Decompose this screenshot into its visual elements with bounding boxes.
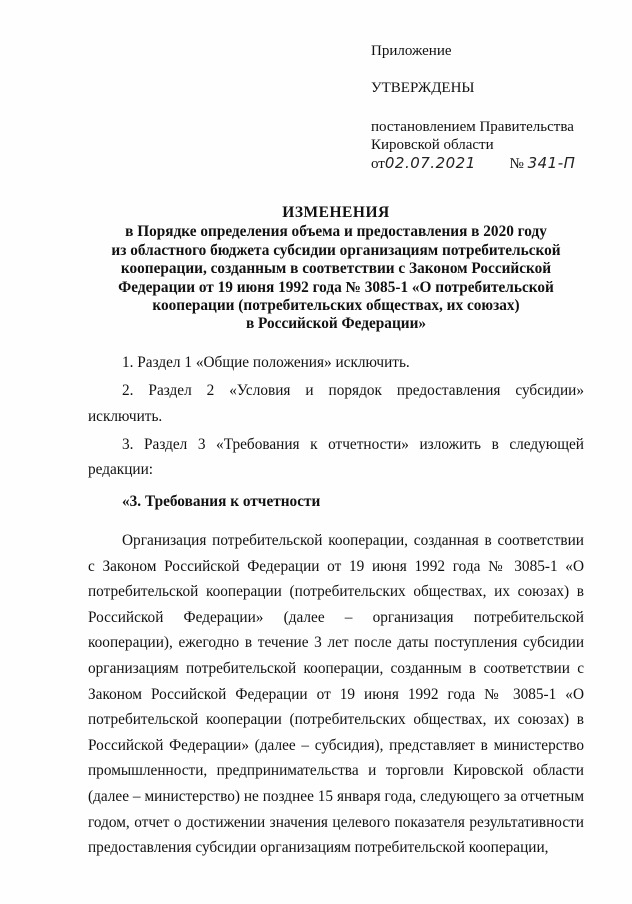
date-prefix: от [371,156,385,172]
title-heading: ИЗМЕНЕНИЯ [282,204,390,221]
decree-line-2: Кировской области [371,137,494,153]
title-line-3: кооперации, созданным в соответствии с Законом Российской [120,260,552,278]
title-line-5: кооперации (потребительских обществах, их союзах) [152,297,520,315]
approved-label: УТВЕРЖДЕНЫ [371,80,475,96]
document-title [70,204,602,334]
approval-stamp [371,42,616,173]
section-heading: «3. Требования к отчетности [122,493,321,510]
decree-date: 02.07.2021 [384,154,476,172]
item-1: 1. Раздел 1 «Общие положения» исключить. [122,354,410,371]
decree-date-number [371,154,616,173]
title-line-1: в Порядке определения объема и предоставления в 2020 году [125,223,547,241]
item-3: 3. Раздел 3 «Требования к отчетности» изложить в следующей редакции: [88,436,584,478]
appendix-label: Приложение [371,43,452,59]
body-paragraph: Организация потребительской кооперации, созданная в соответствии с Законом Российской Федерации от 19 июня 1992 года № 3085-1 «О потребительской кооперации (потребительских обществах, их союзах) в Российской Федерации» (далее – организация потребительской кооперации), ежегодно в течение 3 лет после даты поступления субсидии организациям потребительской кооперации, созданным в соответствии с Законом Российской Федерации от 19 июня 1992 года № 3085-1 «О потребительской кооперации (потребительских обществах, их союзах) в Российской Федерации» (далее – субсидия), представляет в министерство промышленности, предпринимательства и торговли Кировской области (далее – министерство) не позднее 15 января года, следующего за отчетным годом, отчет о достижении значения целевого показателя результативности предоставления субсидии организациям потребительской кооперации, [88,532,584,857]
decree-number: 341-П [527,154,576,172]
title-line-4: Федерации от 19 июня 1992 года № 3085-1 «О потребительской [118,278,554,296]
document-body [88,350,584,876]
item-2: 2. Раздел 2 «Условия и порядок предоставления субсидии» исключить. [88,382,584,425]
title-line-2: из областного бюджета субсидии организациям потребительской [111,241,561,259]
decree-line-1: постановлением Правительства [371,119,574,135]
title-line-6: в Российской Федерации» [245,315,427,333]
number-label: № [509,156,524,172]
